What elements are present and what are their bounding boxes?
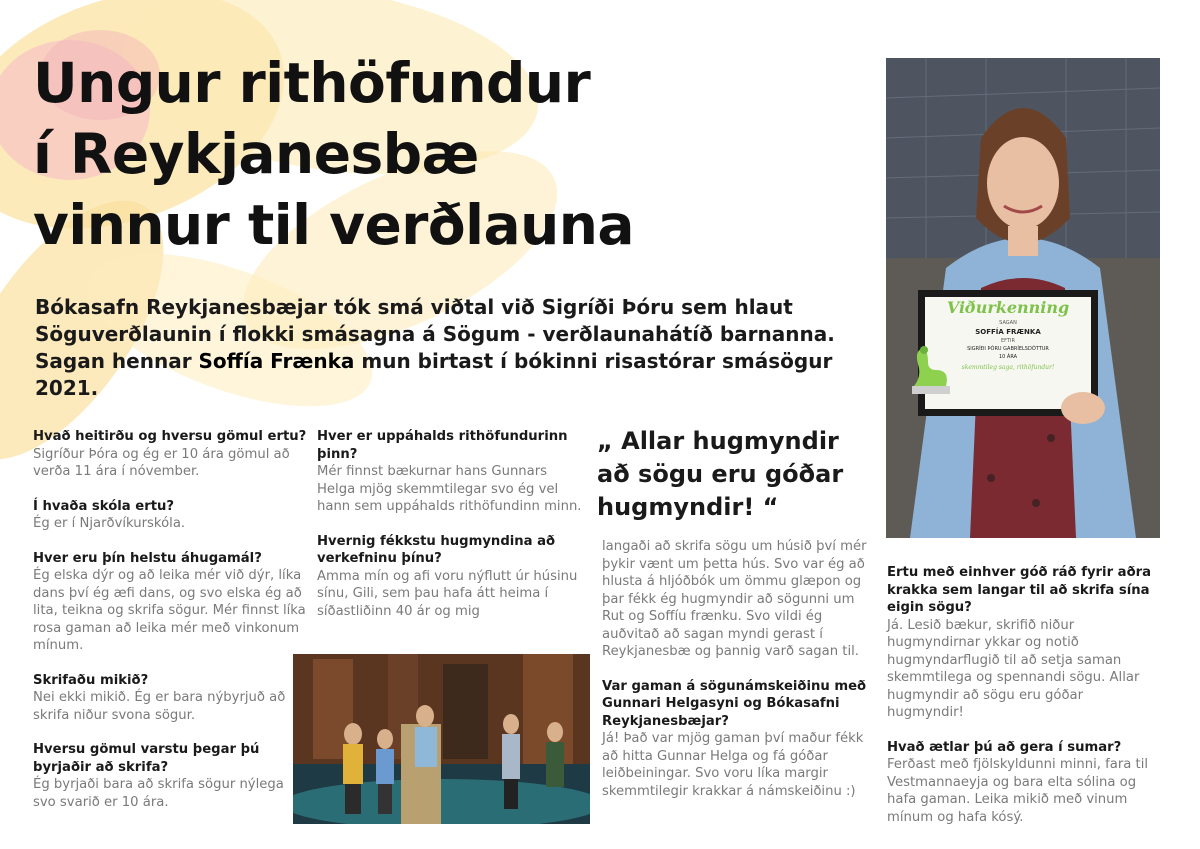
- interview-column-2: [317, 428, 582, 637]
- question: Var gaman á sögunámskeiðinu með Gunnari Helgasyni og Bókasafni Reykjanesbæjar?: [602, 678, 867, 729]
- question: Hversu gömul varstu þegar þú byrjaðir að skrifa?: [33, 742, 260, 775]
- certificate-author: SIGRÍÐI ÞÓRU GABRÍELSDÓTTUR: [967, 346, 1049, 352]
- answer: Nei ekki mikið. Ég er bara nýbyrjuð að skrifa niður svona sögur.: [33, 690, 286, 723]
- title-line-1: Ungur rithöfundur: [33, 51, 591, 115]
- qa-item: [317, 428, 582, 516]
- swan-trophy-icon: [906, 340, 956, 400]
- certificate-label-saga: SAGAN: [999, 320, 1017, 326]
- question: Í hvaða skóla ertu?: [33, 498, 175, 514]
- answer: Ég er í Njarðvíkurskóla.: [33, 516, 186, 531]
- title-line-3: vinnur til verðlauna: [33, 193, 635, 257]
- lead-text-2: mun birtast í bókinni risastórar smásögur 2021.: [35, 349, 833, 400]
- question: Hver eru þín helstu áhugamál?: [33, 550, 262, 566]
- lead-text-1: Bókasafn Reykjanesbæjar tók smá viðtal við Sigríði Þóru sem hlaut Söguverðlaunin í flokki smásagna á Sögum - verðlaunahátíð barnanna. Sagan hennar: [35, 295, 835, 373]
- answer: langaði að skrifa sögu um húsið því mér þykir vænt um þetta hús. Svo var ég að hlusta á hljóðbók um ömmu glæpon og þar fékk ég hugmyndir að sögunni um Rut og Soffíu frænku. Svo vildi ég auðvitað að sagan myndi gerast í Reykjanesbæ og þannig varð sagan til.: [602, 539, 867, 659]
- stage-photo: [293, 654, 590, 824]
- question: Hvernig fékkstu hugmyndina að verkefninu þínu?: [317, 533, 556, 566]
- answer: Ég byrjaði bara að skrifa sögur nýlega svo svarið er 10 ára.: [33, 777, 284, 810]
- qa-item: [33, 672, 308, 725]
- question: Hvað ætlar þú að gera í sumar?: [887, 739, 1122, 755]
- question: Skrifaðu mikið?: [33, 672, 149, 688]
- answer: Já! Það var mjög gaman því maður fékk að hitta Gunnar Helga og fá góðar leiðbeiningar. Svo voru líka margir skemmtilegir krakkar á námskeiðinu :): [602, 731, 864, 799]
- qa-item: [887, 564, 1155, 722]
- pull-quote: „ Allar hugmyndir að sögu eru góðar hugmyndir! “: [597, 427, 844, 521]
- interview-column-4: [887, 564, 1155, 843]
- question: Hver er uppáhalds rithöfundurinn þinn?: [317, 429, 568, 462]
- certificate-heading: Viðurkenning: [946, 298, 1070, 317]
- qa-item: [887, 739, 1155, 827]
- answer: Ég elska dýr og að leika mér við dýr, líka dans því ég æfi dans, og svo elska ég að lita, teikna og skrifa sögur. Mér finnst líka rosa gaman að leika mér með vinkonum mínum.: [33, 568, 306, 653]
- qa-item: [317, 533, 582, 621]
- certificate-story: SOFFÍA FRÆNKA: [975, 328, 1041, 336]
- answer: Sigríður Þóra og ég er 10 ára gömul að verða 11 ára í nóvember.: [33, 446, 290, 479]
- answer: Ferðast með fjölskyldunni minni, fara til Vestmannaeyja og bara elta sólina og hafa gaman. Leika mikið með vinum mínum og hafa kósý.: [887, 757, 1149, 825]
- article-lead: [35, 294, 835, 402]
- article-title: [33, 48, 634, 261]
- qa-item: [33, 741, 308, 811]
- certificate-footer: skemmtileg saga, rithöfundur!: [961, 364, 1055, 371]
- qa-item: [33, 498, 308, 533]
- portrait-photo: [886, 58, 1160, 538]
- title-line-2: í Reykjanesbæ: [33, 122, 479, 186]
- qa-item: [602, 678, 867, 801]
- certificate-label-eftir: EFTIR: [1001, 338, 1015, 344]
- hand-icon: [1058, 388, 1108, 428]
- answer: Mér finnst bækurnar hans Gunnars Helga mjög skemmtilegar svo ég vel hann sem uppáhalds rithöfundinn minn.: [317, 464, 582, 514]
- question: Ertu með einhver góð ráð fyrir aðra krakka sem langar til að skrifa sína eigin sögu?: [887, 565, 1152, 615]
- certificate-age: 10 ÁRA: [998, 354, 1018, 360]
- qa-item: [33, 550, 308, 655]
- interview-column-3: [602, 538, 867, 817]
- question: Hvað heitirðu og hversu gömul ertu?: [33, 429, 307, 444]
- qa-item: [602, 538, 867, 661]
- lead-story-title: Soffía Frænka: [198, 349, 355, 373]
- interview-column-1: [33, 428, 308, 828]
- answer: Amma mín og afi voru nýflutt úr húsinu sínu, Gili, sem þau hafa átt heima í síðastliðinn 40 ár og mig: [317, 568, 578, 619]
- qa-item: [33, 428, 308, 481]
- answer: Já. Lesið bækur, skrifið niður hugmyndirnar ykkar og notið hugmyndarflugið til að setja saman skemmtilega og spennandi sögu. Allar hugmyndir að sögu eru góðar hugmyndir!: [887, 617, 1140, 720]
